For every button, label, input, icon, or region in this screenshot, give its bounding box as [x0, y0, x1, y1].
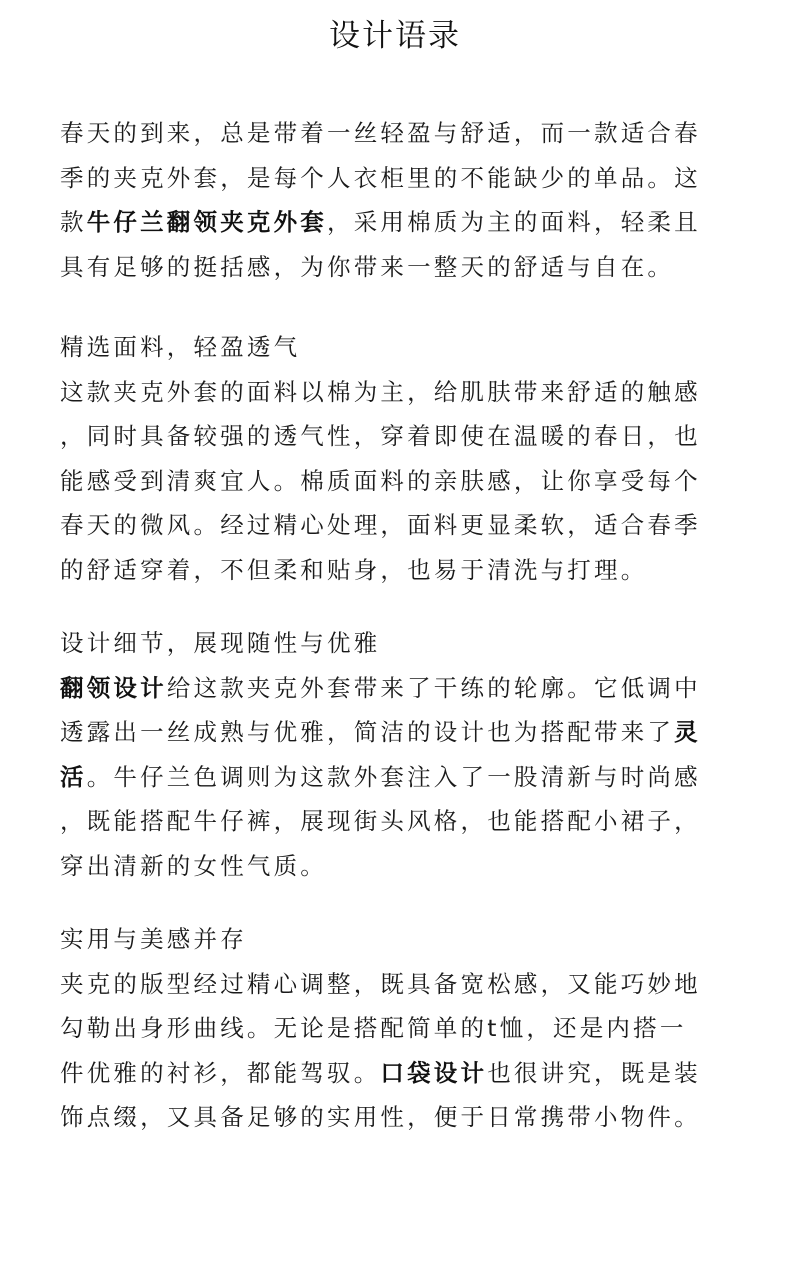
- intro-line-3-text-a: 款: [60, 208, 87, 236]
- section-practical-heading: 实用与美感并存: [60, 925, 247, 953]
- section-design-line-3: [60, 755, 760, 800]
- section-design-line-3-text: 。牛仔兰色调则为这款外套注入了一股清新与时尚感: [86, 762, 701, 791]
- lapel-design-highlight: 翻领设计: [60, 673, 167, 702]
- section-design-line-5: 穿出清新的女性气质。: [60, 851, 327, 880]
- section-fabric-line-1: 这款夹克外套的面料以棉为主，给肌肤带来舒适的触感: [60, 377, 701, 406]
- page-title: 设计语录: [329, 18, 461, 54]
- section-design-details: [60, 621, 760, 888]
- section-practical-line-3: [60, 1051, 760, 1096]
- section-design-line-1-text: 给这款夹克外套带来了干练的轮廓。它低调中: [166, 673, 701, 702]
- intro-line-1: 春天的到来，总是带着一丝轻盈与舒适，而一款适合春: [60, 119, 701, 147]
- section-design-line-4: ，既能搭配牛仔裤，展现街头风格，也能搭配小裙子，: [60, 807, 701, 835]
- intro-line-2: 季的夹克外套，是每个人衣柜里的不能缺少的单品。这: [60, 163, 701, 192]
- section-fabric-line-5: 的舒适穿着，不但柔和贴身，也易于清洗与打理。: [60, 555, 648, 584]
- section-practical-line-4: 饰点缀，又具备足够的实用性，便于日常携带小物件。: [60, 1103, 701, 1131]
- flexible-highlight-part-2: 活: [60, 762, 87, 791]
- intro-line-3-text-b: ，采用棉质为主的面料，轻柔且: [327, 208, 701, 236]
- section-practical-line-3-text-a: 件优雅的衬衫，都能驾驭。: [60, 1058, 381, 1087]
- product-name-highlight: 牛仔兰翻领夹克外套: [86, 208, 328, 236]
- section-fabric-heading: 精选面料，轻盈透气: [60, 333, 301, 361]
- intro-line-3: [60, 200, 760, 245]
- section-fabric-line-3: 能感受到清爽宜人。棉质面料的亲肤感，让你享受每个: [60, 466, 701, 495]
- section-fabric: [60, 325, 760, 592]
- section-practical-line-1: 夹克的版型经过精心调整，既具备宽松感，又能巧妙地: [60, 969, 701, 998]
- pocket-design-highlight: 口袋设计: [380, 1058, 488, 1087]
- section-practical: [60, 917, 760, 1140]
- flexible-highlight-part-1: 灵: [674, 718, 701, 746]
- section-design-line-2: [60, 710, 760, 755]
- section-design-heading: 设计细节，展现随性与优雅: [60, 629, 381, 657]
- section-fabric-line-4: 春天的微风。经过精心处理，面料更显柔软，适合春季: [60, 511, 701, 539]
- intro-paragraph: [60, 111, 760, 289]
- intro-line-4: 具有足够的挺括感，为你带来一整天的舒适与自在。: [60, 252, 675, 281]
- section-fabric-line-2: ，同时具备较强的透气性，穿着即使在温暖的春日，也: [60, 422, 701, 450]
- section-practical-line-3-text-b: 也很讲究，既是装: [487, 1058, 701, 1087]
- section-design-line-1: [60, 666, 760, 711]
- section-design-line-2-text: 透露出一丝成熟与优雅，简洁的设计也为搭配带来了: [60, 718, 675, 746]
- section-practical-line-2: 勾勒出身形曲线。无论是搭配简单的t恤，还是内搭一: [60, 1014, 687, 1042]
